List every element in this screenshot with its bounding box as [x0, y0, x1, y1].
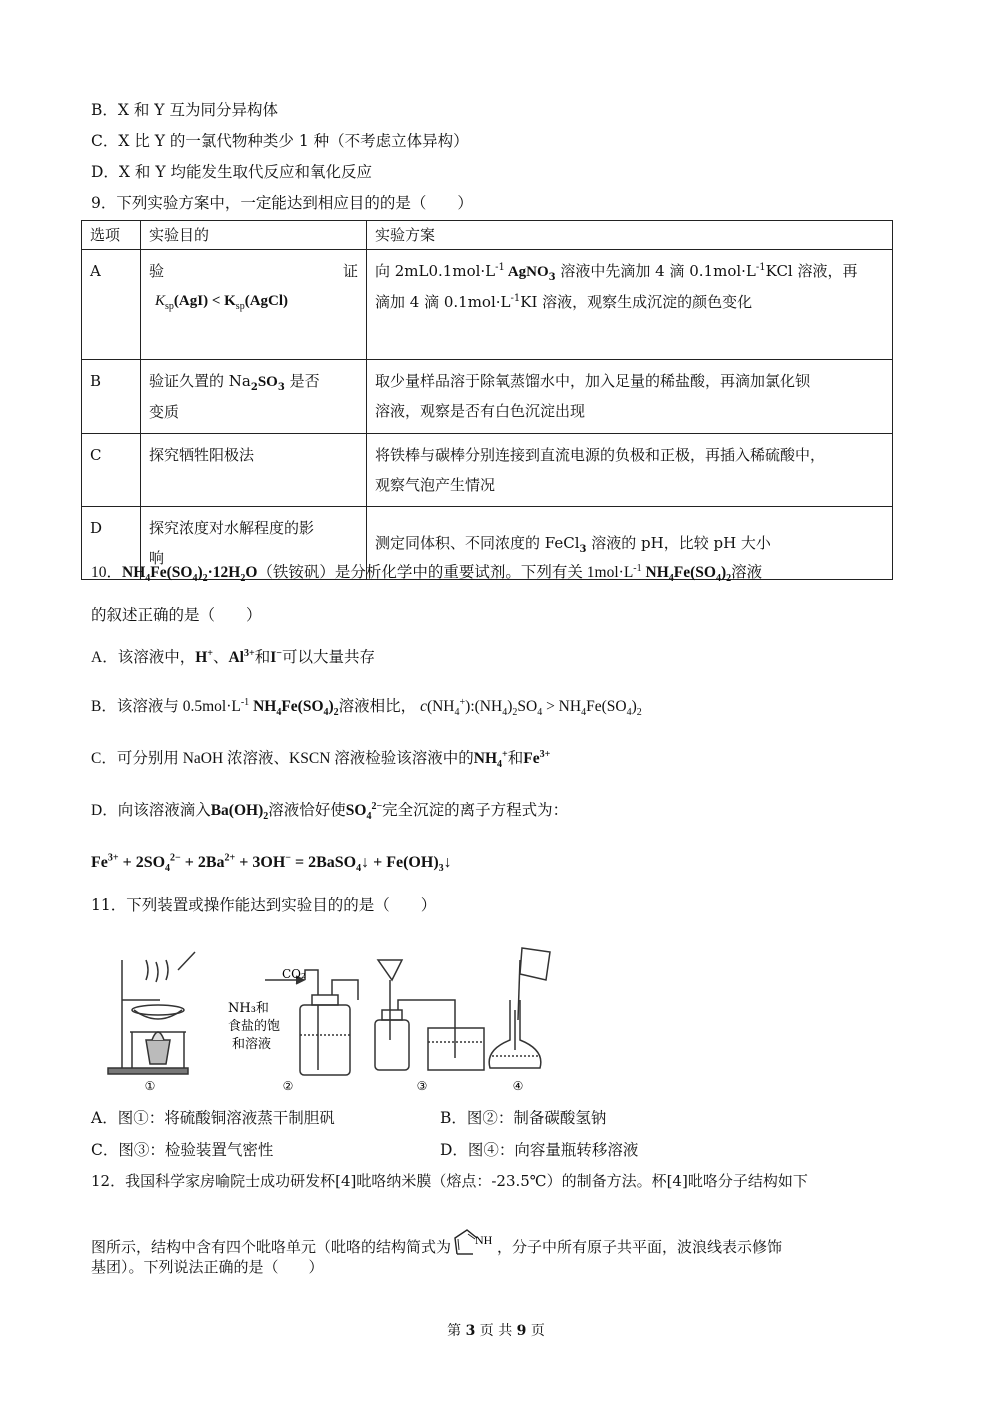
figure-2-text: NH₃和 — [228, 1001, 269, 1016]
q10-stem-line2: 的叙述正确的是（ ） — [91, 606, 262, 624]
row-option: A — [82, 250, 141, 360]
header-plan: 实验方案 — [367, 221, 893, 250]
q8-option-d: D．X 和 Y 均能发生取代反应和氧化反应 — [91, 163, 372, 181]
q9-stem: 9．下列实验方案中，一定能达到相应目的的是（ ） — [91, 194, 473, 212]
q11-option-c: C．图③：检验装置气密性 — [91, 1141, 274, 1159]
q8-option-b: B．X 和 Y 互为同分异构体 — [91, 101, 278, 119]
q10-option-d: D．向该溶液滴入$Ba(OH)_2$溶液恰好使$SO_4^{2-}$完全沉淀的离子方程式为： — [91, 800, 569, 823]
row-plan — [367, 250, 893, 360]
q10-option-c: C．可分别用 NaOH 浓溶液、KSCN 溶液检验该溶液中的$NH_4^+$和$Fe^{3+}$ — [91, 748, 551, 771]
figure-3-label: ③ — [416, 1079, 428, 1093]
q11-option-b: B．图②：制备碳酸氢钠 — [440, 1109, 607, 1127]
q12-line3: 基团）。下列说法正确的是（ ） — [91, 1258, 324, 1276]
figure-4-label: ④ — [512, 1079, 524, 1093]
row-purpose: 探究牺牲阳极法 — [141, 434, 367, 507]
header-option: 选项 — [82, 221, 141, 250]
row-plan: 测定同体积、不同浓度的 FeCl$_3$ 溶液的 pH，比较 pH 大小 — [367, 507, 893, 580]
table-row-c — [82, 434, 893, 507]
q11-stem: 11．下列装置或操作能达到实验目的的是（ ） — [91, 896, 437, 914]
table-row-a — [82, 250, 893, 360]
row-option: C — [82, 434, 141, 507]
q12-line1: 12．我国科学家房喻院士成功研发杯[4]吡咯纳米膜（熔点：-23.5℃）的制备方法。杯[4]吡咯分子结构如下 — [91, 1172, 808, 1190]
row-option: B — [82, 360, 141, 434]
purpose-line — [149, 256, 358, 286]
pyrrole-structure-icon — [451, 1226, 497, 1260]
plan-line: 观察气泡产生情况 — [375, 476, 496, 494]
ksp-expression: $K_{sp}(AgI)$ < $K_{sp}(AgCl)$ — [155, 293, 289, 312]
figure-3-airtightness-icon — [375, 960, 484, 1070]
row-plan — [367, 434, 893, 507]
q12-line2: 图所示，结构中含有四个吡咯单元（吡咯的结构简式为 NH ，分子中所有原子共平面，波浪线表示修饰 — [91, 1226, 782, 1260]
plan-line: 溶液，观察是否有白色沉淀出现 — [375, 402, 586, 420]
q10-stem-line1: 10．$NH_4Fe(SO_4)_2\cdot 12H_2O$（铁铵矾）是分析化学中的重要试剂。下列有关 $1mol\cdot L^{-1}$ $NH_4Fe(SO_4)_2$溶液 — [91, 562, 763, 585]
row-plan — [367, 360, 893, 434]
header-purpose: 实验目的 — [141, 221, 367, 250]
row-purpose — [141, 360, 367, 434]
purpose-text: 验 — [149, 262, 165, 280]
plan-line: 滴加 4 滴 $0.1mol\cdot L^{-1}KI$ 溶液，观察生成沉淀的颜色变化 — [375, 293, 753, 311]
q10-ionic-equation: $Fe^{3+} + 2SO_4^{2-} + 2Ba^{2+} + 3OH^-$ = 2BaSO$_4$↓ + $Fe(OH)_3↓$ — [91, 852, 452, 875]
row-purpose — [141, 250, 367, 360]
figure-1-label: ① — [144, 1079, 156, 1093]
page-footer: 第 3 页 共 9 页 — [447, 1323, 545, 1339]
figure-2-gas-label: CO₂ — [282, 967, 306, 981]
table-row-b — [82, 360, 893, 434]
purpose-line: 探究浓度对水解程度的影 — [149, 519, 315, 537]
figure-2-label: ② — [282, 1079, 294, 1093]
figure-4-volumetric-flask-icon — [489, 948, 550, 1068]
q9-table — [81, 220, 893, 580]
purpose-line: 验证久置的 $Na_2SO_3$ 是否 — [149, 372, 320, 393]
row-option: D — [82, 507, 141, 580]
figure-2-text: 食盐的饱 — [228, 1019, 281, 1034]
plan-line: 向 $2mL0.1mol\cdot L^{-1}$ AgNO$_3$ 溶液中先滴加 4 滴 $0.1mol\cdot L^{-1}KCl$ 溶液，再 — [375, 262, 858, 283]
table-header-row — [82, 221, 893, 250]
q11-apparatus-figures — [100, 940, 560, 1095]
plan-line: 将铁棒与碳棒分别连接到直流电源的负极和正极，再插入稀硫酸中， — [375, 446, 826, 464]
q10-option-a: A．该溶液中，H+、$Al^{3+}$和I−可以大量共存 — [91, 647, 375, 666]
q10-option-b: B．该溶液与 $0.5mol\cdot L^{-1}$ $NH_4Fe(SO_4)_2$溶液相比， $c(NH_4^+):(NH_4)_2SO_4 > NH_4Fe(SO_4)_2$ — [91, 696, 642, 719]
q8-option-c: C．X 比 Y 的一氯代物种类少 1 种（不考虑立体异构） — [91, 132, 469, 150]
purpose-line: 变质 — [149, 403, 180, 421]
figure-2-text: 和溶液 — [232, 1037, 272, 1052]
q11-option-d: D．图④：向容量瓶转移溶液 — [440, 1141, 639, 1159]
q11-option-a: A．图①：将硫酸铜溶液蒸干制胆矾 — [91, 1109, 335, 1127]
figure-1-evaporation-icon — [108, 952, 195, 1074]
purpose-text: 证 — [342, 262, 358, 280]
plan-line: 取少量样品溶于除氧蒸馏水中，加入足量的稀盐酸，再滴加氯化钡 — [375, 372, 811, 390]
svg-text:NH: NH — [475, 1233, 493, 1247]
purpose-line: 响 — [149, 549, 165, 567]
